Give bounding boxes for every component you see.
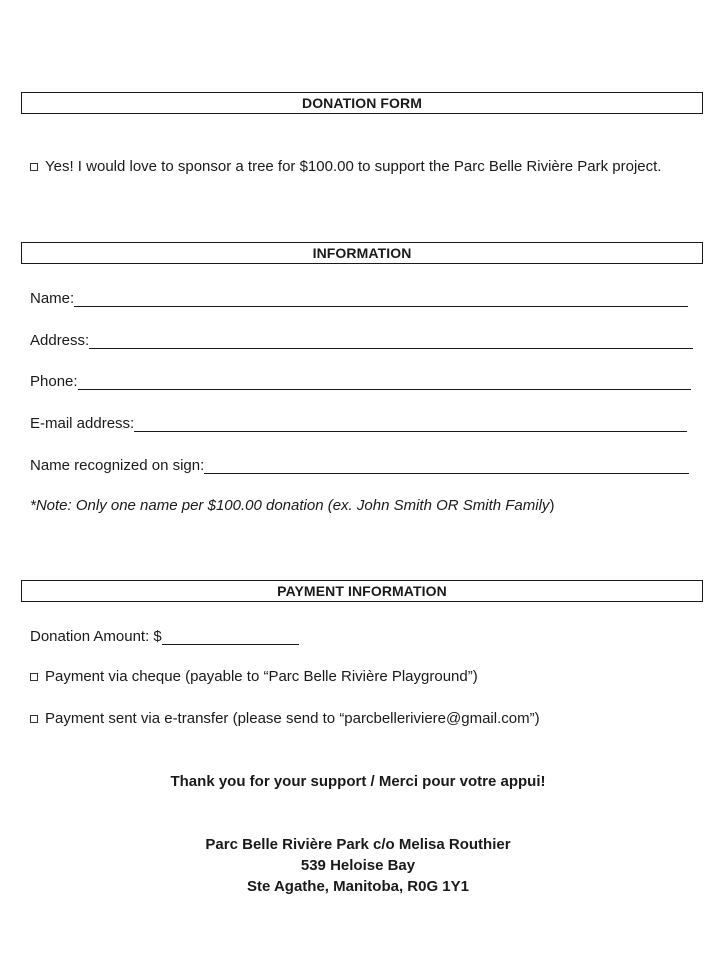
sign-name-label: Name recognized on sign:	[30, 457, 205, 474]
phone-field[interactable]	[30, 370, 691, 390]
donation-note	[30, 497, 554, 514]
name-input-line[interactable]	[74, 291, 688, 307]
checkbox[interactable]	[30, 163, 38, 171]
information-header	[21, 242, 703, 264]
name-field[interactable]	[30, 287, 688, 307]
donation-note-close: )	[549, 497, 555, 514]
payment-etransfer-label: Payment sent via e-transfer (please send to “parcbelleriviere@gmail.com”)	[45, 710, 540, 727]
name-label: Name:	[30, 290, 75, 307]
mailing-address-line2: 539 Heloise Bay	[300, 857, 416, 874]
address-field[interactable]	[30, 329, 693, 349]
payment-information-header	[21, 580, 703, 602]
donation-note-text: *Note: Only one name per $100.00 donation (ex. John Smith OR Smith Family	[30, 497, 550, 514]
checkbox[interactable]	[30, 715, 38, 723]
payment-etransfer-option[interactable]	[30, 710, 540, 727]
sponsor-tree-label: Yes! I would love to sponsor a tree for $100.00 to support the Parc Belle Rivière Park project.	[45, 158, 662, 175]
phone-label: Phone:	[30, 373, 78, 390]
email-label: E-mail address:	[30, 415, 135, 432]
donation-form-header	[21, 92, 703, 114]
checkbox[interactable]	[30, 673, 38, 681]
payment-cheque-option[interactable]	[30, 668, 478, 685]
address-input-line[interactable]	[89, 333, 693, 349]
payment-information-title: PAYMENT INFORMATION	[277, 583, 447, 599]
information-title: INFORMATION	[312, 245, 412, 261]
donation-amount-input-line[interactable]	[162, 629, 299, 645]
donation-form-title: DONATION FORM	[301, 95, 423, 111]
sponsor-tree-option[interactable]	[30, 158, 661, 175]
thank-you-message: Thank you for your support / Merci pour votre appui!	[170, 773, 546, 790]
payment-cheque-label: Payment via cheque (payable to “Parc Belle Rivière Playground”)	[45, 668, 478, 685]
donation-amount-label: Donation Amount: $	[30, 628, 162, 645]
mailing-address-line3: Ste Agathe, Manitoba, R0G 1Y1	[247, 878, 469, 895]
sign-name-field[interactable]	[30, 454, 689, 474]
email-input-line[interactable]	[134, 416, 687, 432]
sign-name-input-line[interactable]	[204, 458, 689, 474]
email-field[interactable]	[30, 412, 687, 432]
donation-amount-field[interactable]	[30, 625, 299, 645]
address-label: Address:	[30, 332, 90, 349]
mailing-address-line1: Parc Belle Rivière Park c/o Melisa Routhier	[205, 836, 511, 853]
phone-input-line[interactable]	[78, 374, 691, 390]
